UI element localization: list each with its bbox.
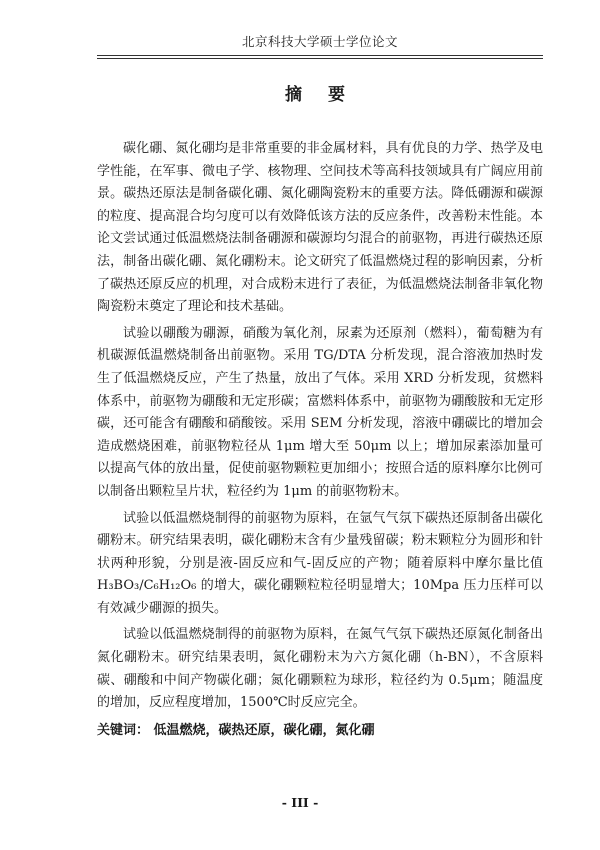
abstract-paragraph-1: 碳化硼、氮化硼均是非常重要的非金属材料，具有优良的力学、热学及电学性能，在军事、微电子学、核物理、空间技术等高科技领域具有广阔应用前景。碳热还原法是制备碳化硼、氮化硼陶瓷粉末的重要方法。降低硼源和碳源的粒度、提高混合均匀度可以有效降低该方法的反应条件，改善粉末性能。本论文尝试通过低温燃烧法制备硼源和碳源均匀混合的前驱物，再进行碳热还原法，制备出碳化硼、氮化硼粉末。论文研究了低温燃烧过程的影响因素，分析了碳热还原反应的机理，对合成粉末进行了表征，为低温燃烧法制备非氧化物陶瓷粉末奠定了理论和技术基础。 bbox=[97, 141, 543, 315]
abstract-body bbox=[97, 138, 543, 719]
page-number: - III - bbox=[281, 795, 319, 810]
abstract-paragraph-4: 试验以低温燃烧制得的前驱物为原料，在氮气气氛下碳热还原氮化制备出氮化硼粉末。研究结果表明，氮化硼粉末为六方氮化硼（h-BN），不含原料碳、硼酸和中间产物碳化硼；氮化硼颗粒为球形，粒径约为 0.5μm；随温度的增加，反应程度增加，1500℃时反应完全。 bbox=[97, 627, 543, 711]
header-title: 北京科技大学硕士学位论文 bbox=[241, 34, 398, 49]
abstract-title: 摘 要 bbox=[285, 85, 355, 105]
keywords-line: 关键词： 低温燃烧，碳热还原，碳化硼，氮化硼 bbox=[97, 723, 375, 738]
abstract-paragraph-3: 试验以低温燃烧制得的前驱物为原料，在氩气气氛下碳热还原制备出碳化硼粉末。研究结果表明，碳化硼粉末含有少量残留碳；粉末颗粒分为圆形和针状两种形貌，分别是液-固反应和气-固反应的产物；随着原料中摩尔量比值 H₃BO₃/C₆H₁₂O₆ 的增大，碳化硼颗粒粒径明显增大；10Mpa 压力压样可以有效减少硼源的损失。 bbox=[97, 510, 543, 616]
running-header bbox=[97, 32, 543, 56]
abstract-paragraph-2: 试验以硼酸为硼源，硝酸为氧化剂，尿素为还原剂（燃料），葡萄糖为有机碳源低温燃烧制备出前驱物。采用 TG/DTA 分析发现，混合溶液加热时发生了低温燃烧反应，产生了热量，放出了气体。采用 XRD 分析发现，贫燃料体系中，前驱物为硼酸和无定形碳；富燃料体系中，前驱物为硼酸胺和无定形碳，还可能含有硼酸和硝酸铵。采用 SEM 分析发现，溶液中硼碳比的增加会造成燃烧困难，前驱物粒径从 1μm 增大至 50μm 以上；增加尿素添加量可以提高气体的放出量，促使前驱物颗粒更加细小；按照合适的原料摩尔比例可以制备出颗粒呈片状，粒径约为 1μm 的前驱物粉末。 bbox=[97, 325, 543, 499]
